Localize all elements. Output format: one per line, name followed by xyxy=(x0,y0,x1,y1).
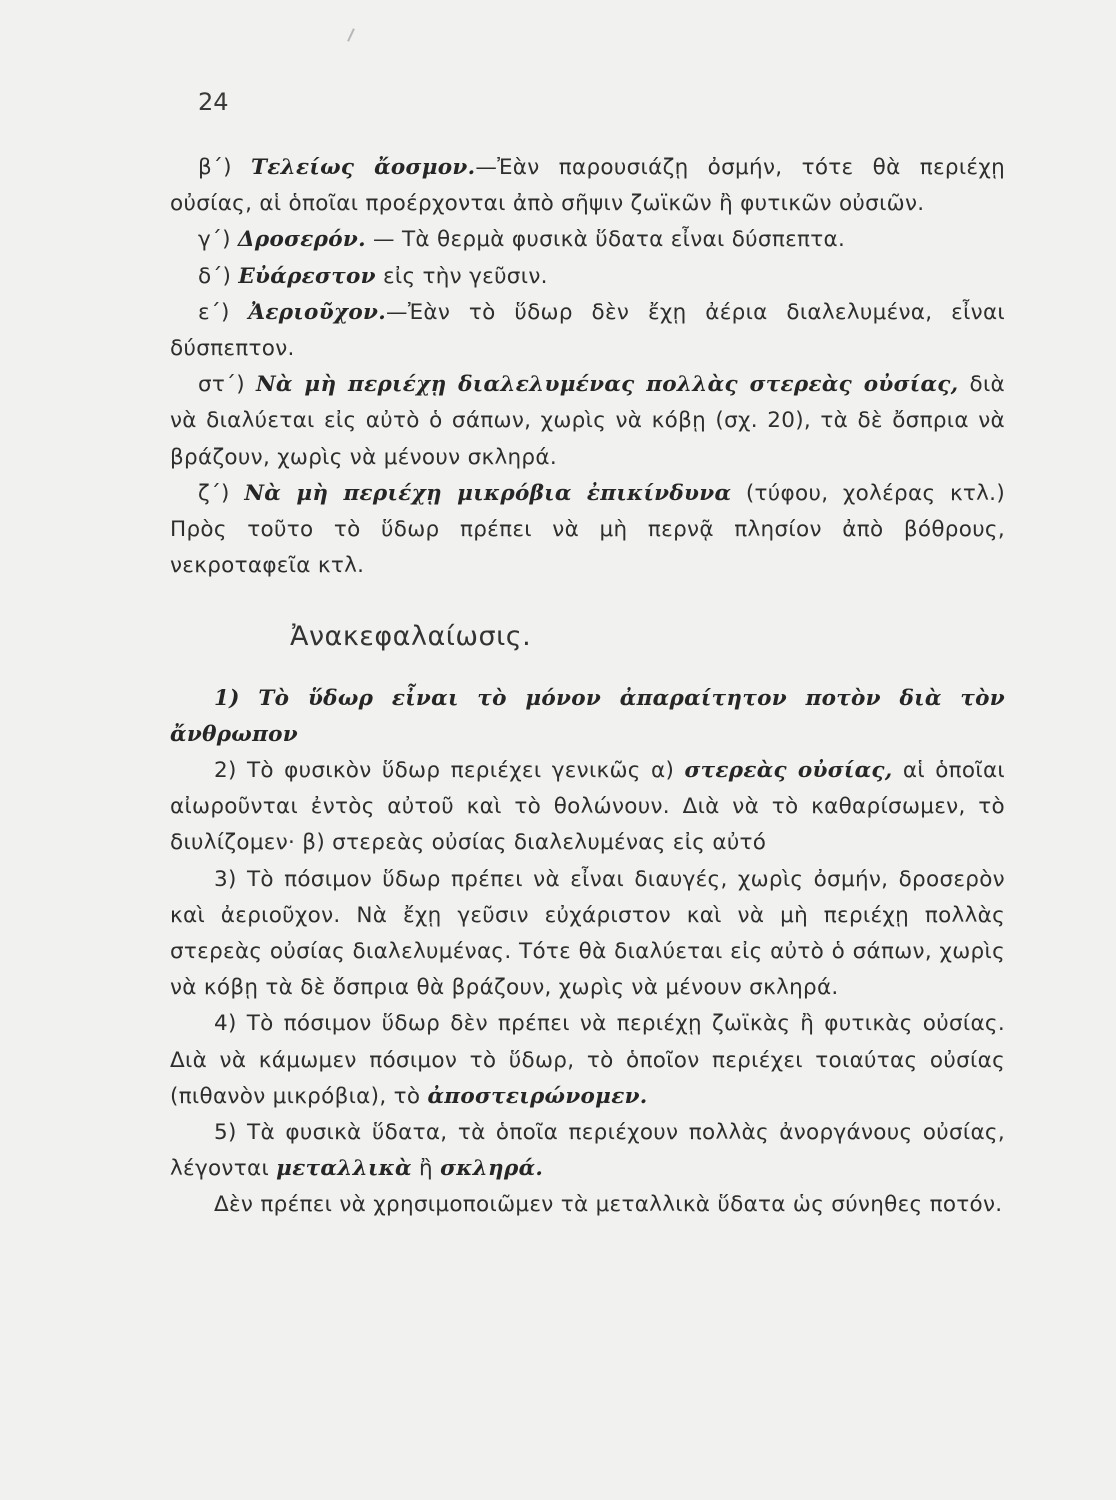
item-b-label: β΄) xyxy=(198,155,251,180)
summary-5-text: 5) Τὰ φυσικὰ ὕδατα, τὰ ὁποῖα περιέχουν πολλὰς ἀνοργάνους οὐσίας, λέγονται xyxy=(170,1120,1005,1182)
section-heading: Ἀνακεφαλαίωσις. xyxy=(290,621,532,653)
summary-2-text-a: 2) Τὸ φυσικὸν ὕδωρ περιέχει γενικῶς α) xyxy=(214,758,685,784)
item-e-title: Ἀεριοῦχον. xyxy=(248,299,387,325)
page-number: 24 xyxy=(198,88,229,116)
summary-6: Δὲν πρέπει νὰ χρησιμοποιῶμεν τὰ μεταλλικὰ ὕδατα ὡς σύνηθες ποτόν. xyxy=(214,1192,1003,1218)
item-z-title: Νὰ μὴ περιέχῃ μικρόβια ἐπικίνδυνα xyxy=(244,480,732,506)
item-st-label: στ΄) xyxy=(198,372,256,398)
item-b-text: —Ἐὰν παρουσιάζῃ ὀσμήν, τότε θὰ περιέχῃ οὐσίας, αἱ ὁποῖαι προέρχονται ἀπὸ σῆψιν ζωϊκῶν ἢ φυτικῶν οὐσιῶν. xyxy=(170,155,1005,217)
stray-pen-mark xyxy=(347,28,355,42)
summary-3: 3) Τὸ πόσιμον ὕδωρ πρέπει νὰ εἶναι διαυγές, χωρὶς ὀσμήν, δροσερὸν καὶ ἀεριοῦχον. Νὰ ἔχῃ γεῦσιν εὐχάριστον καὶ νὰ μὴ περιέχῃ πολλὰς στερεὰς οὐσίας διαλελυμένας. Τότε θὰ διαλύεται εἰς αὐτὸ ὁ σάπων, χωρὶς νὰ κόβῃ τὰ δὲ ὄσπρια θὰ βράζουν, χωρὶς νὰ μένουν σκληρά. xyxy=(170,866,1005,1001)
summary-5 xyxy=(170,1115,1005,1187)
summary-1-text: 1) Τὸ ὕδωρ εἶναι τὸ μόνον ἀπαραίτητον ποτὸν διὰ τὸν ἄνθρωπον xyxy=(170,685,1005,747)
item-e-text: —Ἐὰν τὸ ὕδωρ δὲν ἔχῃ ἀέρια διαλελυμένα, εἶναι δύσπεπτον. xyxy=(170,299,1005,362)
item-st-title: Νὰ μὴ περιέχῃ διαλελυμένας πολλὰς στερεὰς οὐσίας, xyxy=(255,372,959,398)
summary-5-keyword-2: σκληρά. xyxy=(440,1156,544,1182)
item-b xyxy=(170,150,1005,222)
item-g-title: Δροσερόν. xyxy=(237,227,366,253)
item-d xyxy=(170,259,1005,295)
item-g-label: γ΄) xyxy=(198,227,238,253)
summary-2-keyword: στερεὰς οὐσίας, xyxy=(684,758,893,784)
page-body xyxy=(170,150,1005,1224)
summary-1 xyxy=(170,681,1005,753)
summary-4-text: 4) Τὸ πόσιμον ὕδωρ δὲν πρέπει νὰ περιέχῃ ζωϊκὰς ἢ φυτικὰς οὐσίας. Διὰ νὰ κάμωμεν πόσιμον τὸ ὕδωρ, τὸ ὁποῖον περιέχει τοιαύτας οὐσίας (πιθανὸν μικρόβια), τὸ xyxy=(170,1011,1005,1109)
item-e xyxy=(170,295,1005,367)
item-d-label: δ΄) xyxy=(198,263,239,289)
summary-4 xyxy=(170,1006,1005,1115)
item-d-title: Εὐάρεστον xyxy=(238,263,376,289)
summary-2-text-b: αἱ ὁποῖαι αἰωροῦνται ἐντὸς αὐτοῦ καὶ τὸ θολώνουν. Διὰ νὰ τὸ καθαρίσωμεν, τὸ διυλίζομεν· β) στερεὰς οὐσίας διαλελυμένας εἰς αὐτό xyxy=(170,758,1005,856)
summary-4-keyword: ἀποστειρώνομεν. xyxy=(427,1083,648,1109)
item-g-text: — Τὰ θερμὰ φυσικὰ ὕδατα εἶναι δύσπεπτα. xyxy=(365,227,846,253)
item-e-label: ε΄) xyxy=(198,299,249,325)
item-g xyxy=(170,222,1005,258)
item-z-label: ζ΄) xyxy=(198,480,245,506)
summary-5-mid: ἢ xyxy=(411,1156,441,1182)
item-st xyxy=(170,367,1005,476)
item-st-text: διὰ νὰ διαλύεται εἰς αὐτὸ ὁ σάπων, χωρὶς νὰ κόβῃ (σχ. 20), τὰ δὲ ὄσπρια νὰ βράζουν, χωρὶς νὰ μένουν σκληρά. xyxy=(170,372,1005,470)
item-z-text: (τύφου, χολέρας κτλ.) Πρὸς τοῦτο τὸ ὕδωρ πρέπει νὰ μὴ περνᾷ πλησίον ἀπὸ βόθρους, νεκροταφεῖα κτλ. xyxy=(170,480,1006,579)
item-d-text: εἰς τὴν γεῦσιν. xyxy=(375,263,548,289)
summary-5-keyword-1: μεταλλικὰ xyxy=(276,1156,412,1182)
item-z xyxy=(170,476,1005,585)
summary-2 xyxy=(170,753,1005,862)
item-b-title: Τελείως ἄοσμον. xyxy=(250,155,476,180)
